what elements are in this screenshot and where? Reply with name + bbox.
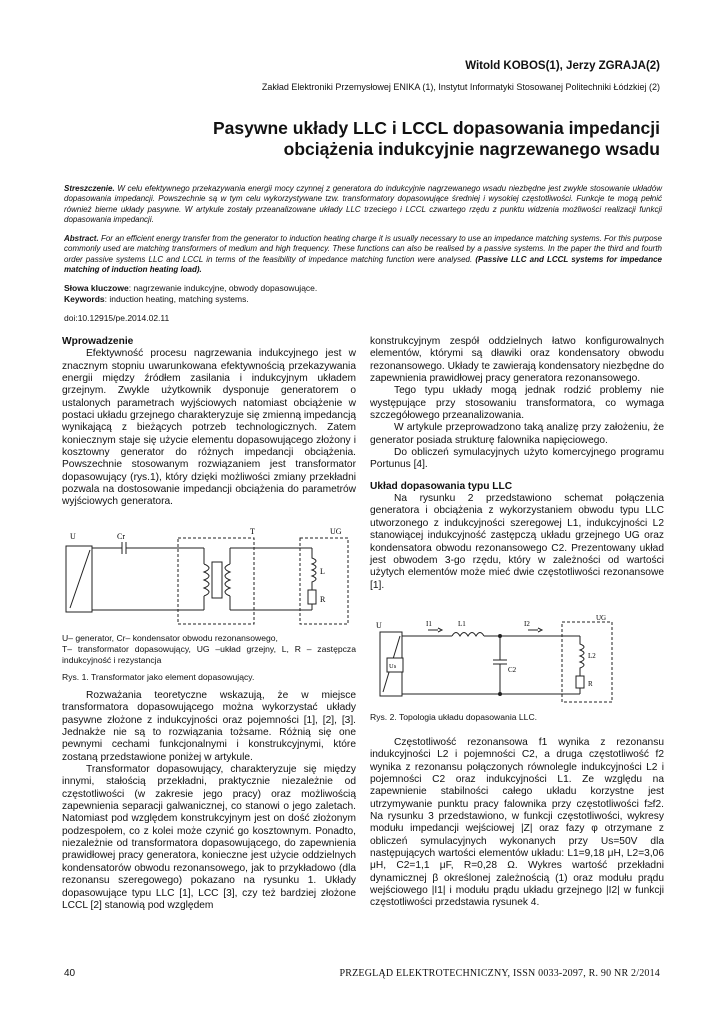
paragraph: Efektywność procesu nagrzewania indukcyjnego jest w znacznym stopniu uwarunkowana efektywnością przekazywania energii między źródłem zasilania i indukcyjnym układem grzejnym. Zwykle użytkownik dysponuje generatorem o ustalonych parametrach wyjściowych natomiast obciążenie w postaci układu grzejnego charakteryzuje się zmienną impedancją wynikającą z bieżących potrzeb technologicznych. Zatem koniecznym staje się użycie elementu dopasowującego złożony i kosztowny generator do różnych impedancji obciążenia. Powszechnie stosowanym rozwiązaniem jest transformator dopasowujący (rys.1), który dzięki możliwości zmiany przekładni pozwala na dostosowanie impedancji obciążenia do parametrów wyjściowych generatora. <box>62 348 356 508</box>
paragraph: Częstotliwość rezonansowa f1 wynika z rezonansu indukcyjności L2 i pojemności C2, a druga częstotliwość f2 wynika z rezonansu połączonych równolegle indukcyjności L2 i pojemności C2 oraz indukcyjności L1. Ze względu na zapewnienie stabilności całego układu korzystne jest utrzymywanie punktu pracy falownika przy częstotliwości f≥f2. Na rysunku 3 przedstawiono, w funkcji częstotliwości, wykresy modułu impedancji wejściowej |Z| oraz fazy φ otrzymane z obliczeń symulacyjnych wykonanych przy Us=50V dla następujących wartości elementów układu: L1=9,18 μH, L2=3,06 μH, C2=1,1 μF, R=0,28 Ω. Wykres wartość przekładni dynamicznej β określonej zależnością (1) oraz modułu prądu wejściowego |I1| i modułu prądu układu grzejnego |I2| w funkcji częstotliwości przedstawia rysunek 4. <box>370 737 664 909</box>
journal-footer: PRZEGLĄD ELEKTROTECHNICZNY, ISSN 0033-2097, R. 90 NR 2/2014 <box>339 968 660 979</box>
right-column-continued <box>370 737 664 910</box>
keywords-pl <box>64 283 317 294</box>
figure-1-diagram <box>62 524 356 630</box>
section-heading-llc: Układ dopasowania typu LLC <box>370 480 513 492</box>
fig1-caption: Rys. 1. Transformator jako element dopasowujący. <box>62 672 255 682</box>
paragraph: W artykule przeprowadzono taką analizę przy założeniu, że generator posiada strukturę falownika napięciowego. <box>370 422 664 446</box>
fig2-label-c2: C2 <box>508 666 517 674</box>
keywords-pl-label: Słowa kluczowe <box>64 283 129 293</box>
fig2-label-us: Us <box>389 663 397 670</box>
page-number: 40 <box>64 968 76 979</box>
authors: Witold KOBOS(1), Jerzy ZGRAJA(2) <box>465 60 660 72</box>
paragraph: Do obliczeń symulacyjnych użyto komercyjnego programu Portunus [4]. <box>370 447 664 471</box>
paper-title <box>64 118 660 160</box>
fig2-label-l1: L1 <box>458 620 466 628</box>
keywords-en <box>64 294 249 305</box>
abstract-en-bold: (Passive LLC and LCCL systems for impedance matching of induction heating load). <box>64 254 662 275</box>
keywords-en-text: : induction heating, matching systems. <box>104 294 249 304</box>
keywords-en-label: Keywords <box>64 294 105 304</box>
fig2-label-i2: I2 <box>524 620 530 628</box>
fig2-label-r: R <box>588 680 593 688</box>
abstract-pl-label: Streszczenie. <box>64 184 115 193</box>
fig1-label-t: T <box>250 527 255 536</box>
abstract-en <box>64 234 662 276</box>
affiliation: Zakład Elektroniki Przemysłowej ENIKA (1), Instytut Informatyki Stosowanej Politechniki Łódzkiej (2) <box>261 82 660 92</box>
fig1-label-ug: UG <box>330 527 342 536</box>
fig1-label-u: U <box>70 532 76 541</box>
keywords-pl-text: : nagrzewanie indukcyjne, obwody dopasowujące. <box>128 283 318 293</box>
fig2-label-u: U <box>376 621 382 630</box>
abstract-en-label: Abstract. <box>64 234 99 243</box>
fig1-legend-line1: U– generator, Cr– kondensator obwodu rezonansowego, <box>62 633 278 643</box>
fig1-label-cr: Cr <box>117 532 125 541</box>
left-column <box>62 336 356 509</box>
fig1-label-r: R <box>320 595 326 604</box>
fig1-legend <box>62 633 356 666</box>
left-column-continued <box>62 690 356 912</box>
section-heading-intro: Wprowadzenie <box>62 336 134 347</box>
title-line-1: Pasywne układy LLC i LCCL dopasowania impedancji <box>212 118 660 138</box>
fig2-label-ug: UG <box>596 614 607 622</box>
fig2-label-i1: I1 <box>426 620 432 628</box>
title-line-2: obciążenia indukcyjnie nagrzewanego wsadu <box>283 139 660 159</box>
paragraph: Na rysunku 2 przedstawiono schemat połączenia generatora i obciążenia z wykorzystaniem obwodu typu LLC utworzonego z indukcyjności szeregowej L1, indukcyjności L2 stanowiącej indukcyjność zastępczą układu grzejnego UG oraz kondensatora obwodu rezonansowego C2. Prezentowany układ jest obwodem 3-go rzędu, który w zależności od wartości użytych elementów może mieć dwie częstotliwości rezonansowe [1]. <box>370 493 664 591</box>
paragraph: Tego typu układy mogą jednak rodzić problemy nie występujące przy stosowaniu transformatora, co wymaga szczegółowego przeanalizowania. <box>370 385 664 422</box>
paragraph: Transformator dopasowujący, charakteryzuje się między innymi, stałością przekładni, praktycznie niezależnie od częstotliwości (w zakresie jego pracy) oraz możliwością zapewnienia separacji galwanicznej, co stanowi o jego zaletach. Natomiast pod względem konstrukcyjnym jest on dość złożonym podzespołem, co z kolei może czynić go kosztownym. Ponadto, niezależnie od transformatora dopasowującego, do zapewnienia prawidłowej pracy generatora, konieczne jest użycie oddzielnych kondensatorów obwodu rezonansowego, jak to przykładowo (dla rezonansu szeregowego) pokazano na rysunku 1. Układy dopasowujące typu LLC [1], LCC [3], czy też bardziej złożone LCCL [2] stanowią pod względem <box>62 764 356 911</box>
fig2-label-l2: L2 <box>588 652 596 660</box>
doi: doi:10.12915/pe.2014.02.11 <box>64 313 170 323</box>
paragraph: Rozważania teoretyczne wskazują, że w miejsce transformatora dopasowującego można wykorzystać układy pasywne złożone z indukcyjności oraz pojemności [1], [2], [3]. Jednakże nie są to rozwiązania tożsame. Różnią się one pewnymi cechami funkcjonalnymi i konstrukcyjnymi, które zostaną przedstawione poniżej w artykule. <box>62 690 356 763</box>
abstract-en-text: For an efficient energy transfer from the generator to induction heating charge it is usually necessary to use an impedance matching systems. For this purpose commonly used are matching transformers of medium and high frequency. These functions can also be realised by a passive systems. In the paper the third and fourth order passive systems LLC and LCCL in terms of the feasibility of impedance matching function were analysed. <box>64 234 662 264</box>
right-column <box>370 336 664 592</box>
abstract-pl <box>64 184 662 226</box>
fig1-legend-line2: T– transformator dopasowujący, UG –układ grzejny, L, R – zastępcza indukcyjność i rezystancja <box>62 644 356 665</box>
abstract-pl-text: W celu efektywnego przekazywania energii mocy czynnej z generatora do indukcyjnie nagrzewanego wsadu niezbędne jest zwykle stosowanie układów dopasowania impedancji. Powszechnie są w tym celu wykorzystywane tzw. transformatory dopasowujące średniej i wysokiej częstotliwości. Funkcje te mogą pełnić również bierne układy pasywne. W artykule zostały przeanalizowane układy LLC trzeciego i LCCL czwartego rzędu z punktu widzenia możliwości realizacji funkcji dopasowania impedancji. <box>64 184 662 225</box>
fig2-caption: Rys. 2. Topologia układu dopasowania LLC. <box>370 712 538 722</box>
fig1-label-l: L <box>320 567 325 576</box>
paragraph: konstrukcyjnym zespół oddzielnych łatwo konfigurowalnych elementów, którymi są dławiki oraz kondensatory obwodu rezonansowego. Układy te zawierają kondensatory niezbędne do zapewnienia prawidłowej pracy generatora rezonansowego. <box>370 336 664 385</box>
figure-2-diagram <box>370 614 664 706</box>
